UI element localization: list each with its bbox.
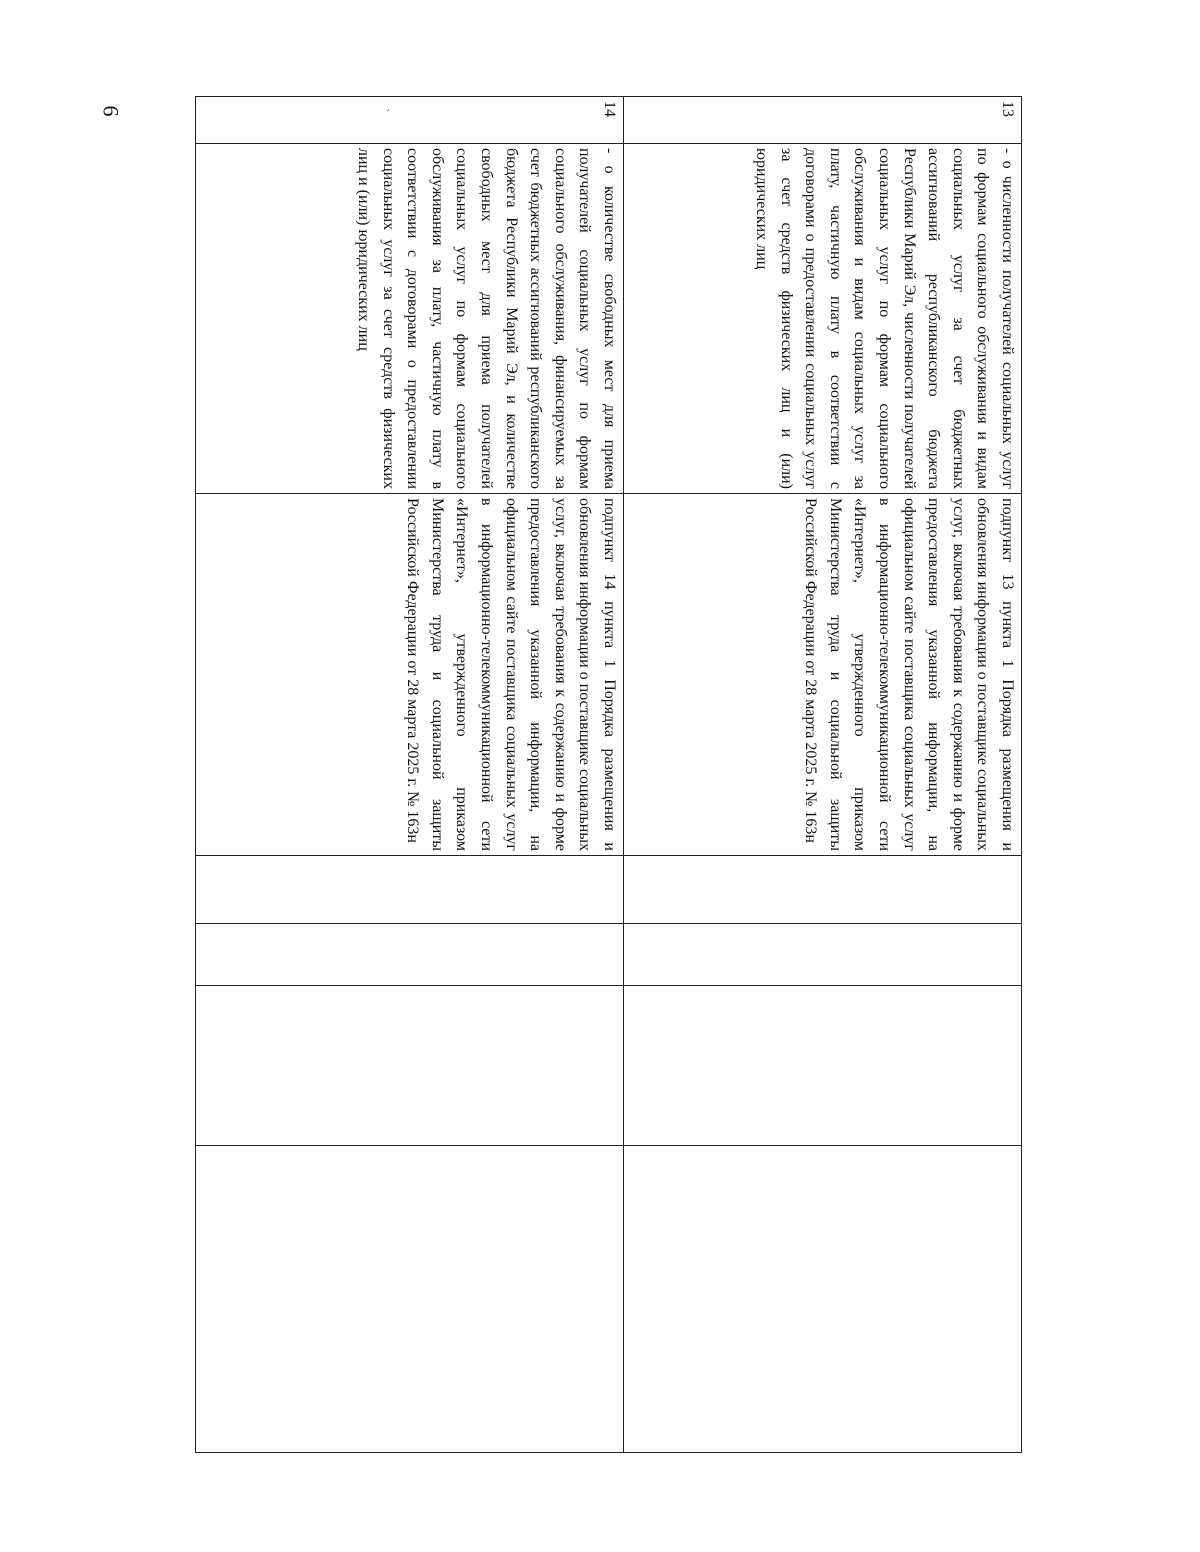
row-cell-7 — [196, 1146, 624, 1453]
row-description: - о количестве свободных мест для приема получателей социальных услуг по формам социального обслуживания, финансируемых за счет бюджетных ассигнований республиканского бюджета Республики Марий Эл, и количестве свободных мест для приема получателей социальных услуг по формам социального обслуживания за плату, частичную плату в соответствии с договорами о предоставлении социальных услуг за счет средств физических лиц и (или) юридических лиц — [196, 144, 624, 494]
table-row — [624, 97, 1022, 1453]
row-cell-5 — [196, 924, 624, 986]
table-row — [196, 97, 624, 1453]
page-number: 6 — [98, 105, 124, 117]
row-legal-basis: подпункт 13 пункта 1 Порядка размещения и обновления информации о поставщике социальных услуг, включая требования к содержанию и форме предоставления указанной информации, на официальном сайте поставщика социальных услуг в информационно-телекоммуникационной сети «Интернет», утвержденного приказом Министерства труда и социальной защиты Российской Федерации от 28 марта 2025 г. № 163н — [624, 494, 1022, 856]
row-cell-4 — [196, 856, 624, 924]
row-cell-4 — [624, 856, 1022, 924]
row-number: 14 — [196, 97, 624, 144]
scan-mark: ` — [377, 108, 392, 113]
document-table — [195, 96, 1022, 1453]
row-cell-6 — [196, 986, 624, 1146]
row-description: - о численности получателей социальных услуг по формам социального обслуживания и видам социальных услуг за счет бюджетных ассигнований республиканского бюджета Республики Марий Эл, численности получателей социальных услуг по формам социального обслуживания и видам социальных услуг за плату, частичную плату в соответствии с договорами о предоставлении социальных услуг за счет средств физических лиц и (или) юридических лиц — [624, 144, 1022, 494]
row-cell-7 — [624, 1146, 1022, 1453]
rotated-table-wrapper — [196, 96, 1022, 1452]
row-cell-6 — [624, 986, 1022, 1146]
row-legal-basis: подпункт 14 пункта 1 Порядка размещения и обновления информации о поставщике социальных услуг, включая требования к содержанию и форме предоставления указанной информации, на официальном сайте поставщика социальных услуг в информационно-телекоммуникационной сети «Интернет», утвержденного приказом Министерства труда и социальной защиты Российской Федерации от 28 марта 2025 г. № 163н — [196, 494, 624, 856]
row-number: 13 — [624, 97, 1022, 144]
row-cell-5 — [624, 924, 1022, 986]
